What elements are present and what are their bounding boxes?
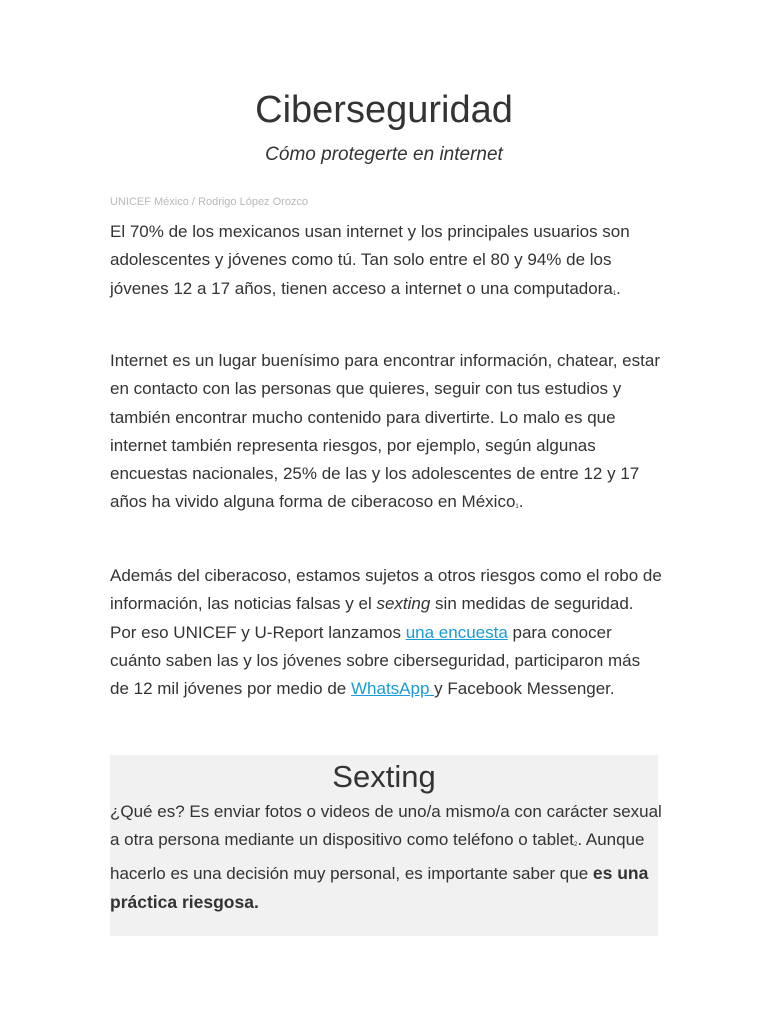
sexting-term: sexting bbox=[376, 594, 431, 614]
sexting-text-b: . Aunque hacerlo es una decisión muy personal, es importante saber que bbox=[110, 830, 645, 883]
paragraph-survey-text-a: Además del ciberacoso, estamos sujetos a otros riesgos como el robo de información, las noticias falsas y el bbox=[110, 566, 662, 614]
paragraph-survey-text-c: para conocer cuánto saben las y los jóvenes sobre ciberseguridad, participaron más de 12 mil jóvenes por medio de bbox=[110, 622, 641, 699]
paragraph-survey-text-d: y Facebook Messenger. bbox=[434, 679, 615, 699]
paragraph-risks bbox=[110, 347, 662, 521]
sexting-title: Sexting bbox=[332, 759, 436, 794]
paragraph-intro-text: El 70% de los mexicanos usan internet y los principales usuarios son adolescentes y jóvenes como tú. Tan solo entre el 80 y 94% de los jóvenes 12 a 17 años, tienen acceso a internet o una computadora bbox=[110, 222, 630, 298]
paragraph-end: . bbox=[518, 492, 524, 512]
page-title: Ciberseguridad bbox=[255, 89, 513, 131]
sexting-box bbox=[110, 755, 662, 936]
page-subtitle: Cómo protegerte en internet bbox=[265, 144, 503, 165]
sexting-text-a: ¿Qué es? Es enviar fotos o videos de uno/a mismo/a con carácter sexual a otra persona mediante un dispositivo como teléfono o tablet bbox=[110, 802, 662, 850]
paragraph-end: . bbox=[616, 278, 621, 298]
image-credit: UNICEF México / Rodrigo López Orozco bbox=[110, 196, 309, 208]
footnote-ref[interactable]: 2 bbox=[574, 842, 578, 849]
footnote-ref[interactable]: 1 bbox=[612, 290, 617, 297]
paragraph-intro bbox=[110, 218, 662, 307]
paragraph-survey bbox=[110, 562, 662, 703]
footnote-ref[interactable]: 1 bbox=[515, 504, 519, 511]
paragraph-risks-text: Internet es un lugar buenísimo para encontrar información, chatear, estar en contacto con las personas que quieres, seguir con tus estudios y también encontrar mucho contenido para divertirte. Lo malo es que internet también representa riesgos, por ejemplo, según algunas encuestas nacionales, 25% de las y los adolescentes de entre 12 y 17 años ha vivido alguna forma de ciberacoso en México bbox=[110, 351, 660, 512]
survey-link[interactable]: una encuesta bbox=[405, 622, 508, 642]
sexting-warning: es una práctica riesgosa. bbox=[110, 862, 649, 912]
sexting-description bbox=[110, 798, 662, 917]
whatsapp-link[interactable]: WhatsApp bbox=[350, 679, 435, 699]
paragraph-survey-text-b: sin medidas de seguridad. Por eso UNICEF y U-Report lanzamos bbox=[110, 594, 634, 642]
